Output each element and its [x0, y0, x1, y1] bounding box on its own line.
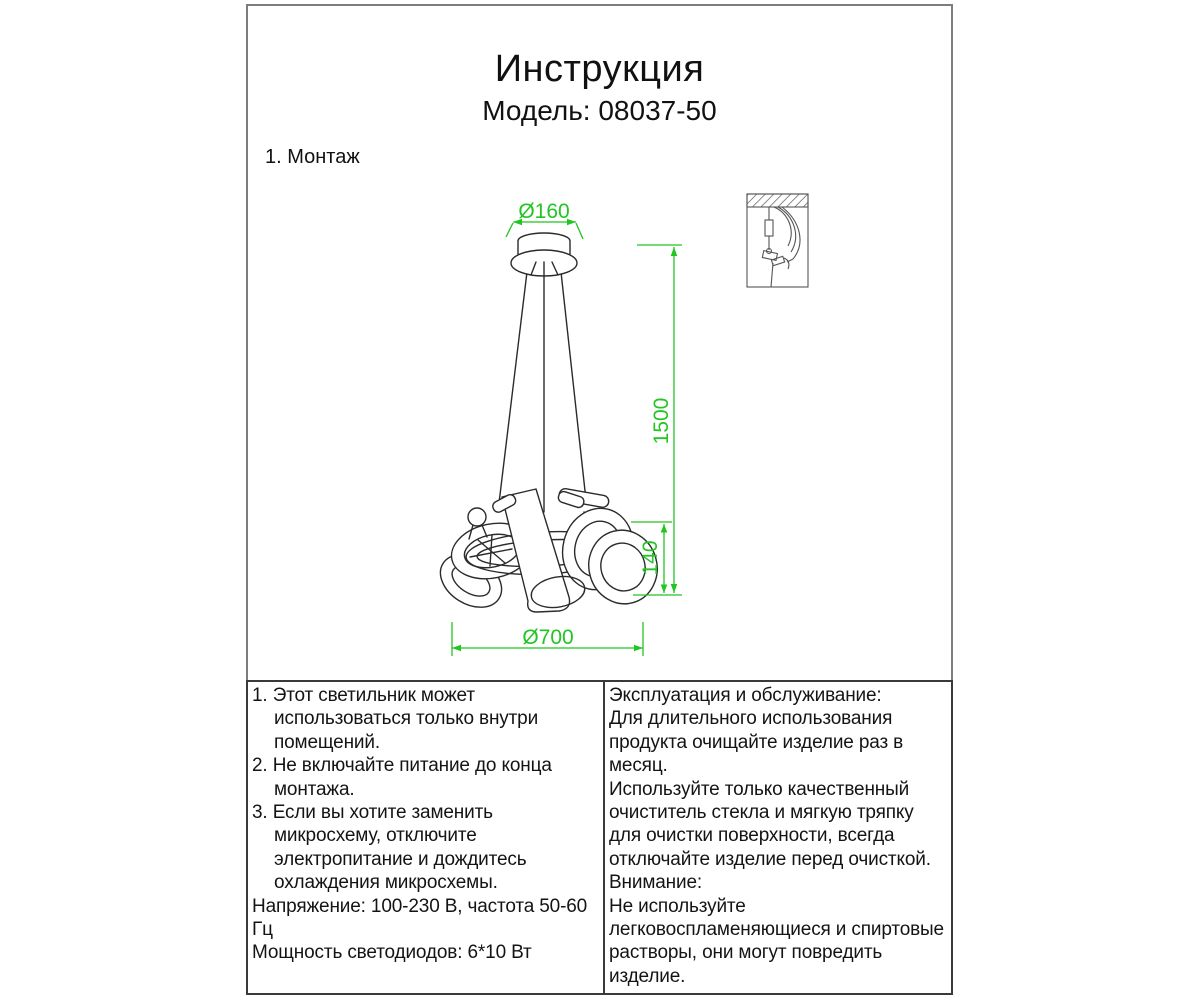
note-3-number: 3.	[252, 802, 268, 824]
dim-label-height: 1500	[650, 397, 673, 445]
notes-column-left	[248, 682, 605, 993]
section-heading-montage: 1. Монтаж	[265, 146, 360, 168]
ceiling-canopy	[511, 233, 577, 276]
page-title: Инструкция	[494, 48, 705, 90]
warning-title: Внимание:	[609, 872, 703, 894]
maintenance-title: Эксплуатация и обслуживание:	[609, 685, 882, 706]
warning-text: Не используйте легковоспламеняющиеся и спиртовые растворы, они могут повредить изделие.	[609, 895, 944, 987]
maintenance-text-2: Используйте только качественный очиститель стекла и мягкую тряпку для очистки поверхности, всегда отключайте изделие перед очисткой.	[609, 778, 931, 870]
note-item-3	[252, 801, 602, 895]
notes-column-right	[605, 682, 951, 993]
suspension-cables	[499, 268, 586, 512]
note-item-2	[252, 754, 602, 801]
power-spec: Мощность светодиодов: 6*10 Вт	[252, 942, 532, 964]
lamp-body-knot	[431, 488, 666, 618]
dim-label-body-height: 140	[639, 540, 662, 576]
dimension-body-diameter	[452, 622, 643, 656]
note-1-text: Этот светильник может использоваться только внутри помещений.	[272, 685, 539, 753]
note-item-1	[252, 684, 602, 754]
mounting-detail-inset	[747, 194, 808, 287]
note-2-text: Не включайте питание до конца монтажа.	[272, 755, 552, 800]
technical-drawing	[248, 6, 951, 680]
voltage-spec: Напряжение: 100-230 В, частота 50-60 Гц	[252, 895, 588, 941]
note-2-number: 2.	[252, 755, 268, 777]
note-3-text: Если вы хотите заменить микросхему, отключите электропитание и дождитесь охлаждения микросхемы.	[272, 802, 527, 894]
lamp-diagram-svg	[248, 6, 951, 680]
model-number: Модель: 08037-50	[482, 95, 717, 126]
document-page	[246, 4, 953, 995]
notes-table	[246, 680, 953, 995]
note-1-number: 1.	[252, 685, 268, 706]
maintenance-text-1: Для длительного использования продукта очищайте изделие раз в месяц.	[609, 708, 904, 777]
dim-label-body-diameter: Ø700	[522, 626, 574, 649]
dim-label-canopy: Ø160	[518, 200, 570, 223]
